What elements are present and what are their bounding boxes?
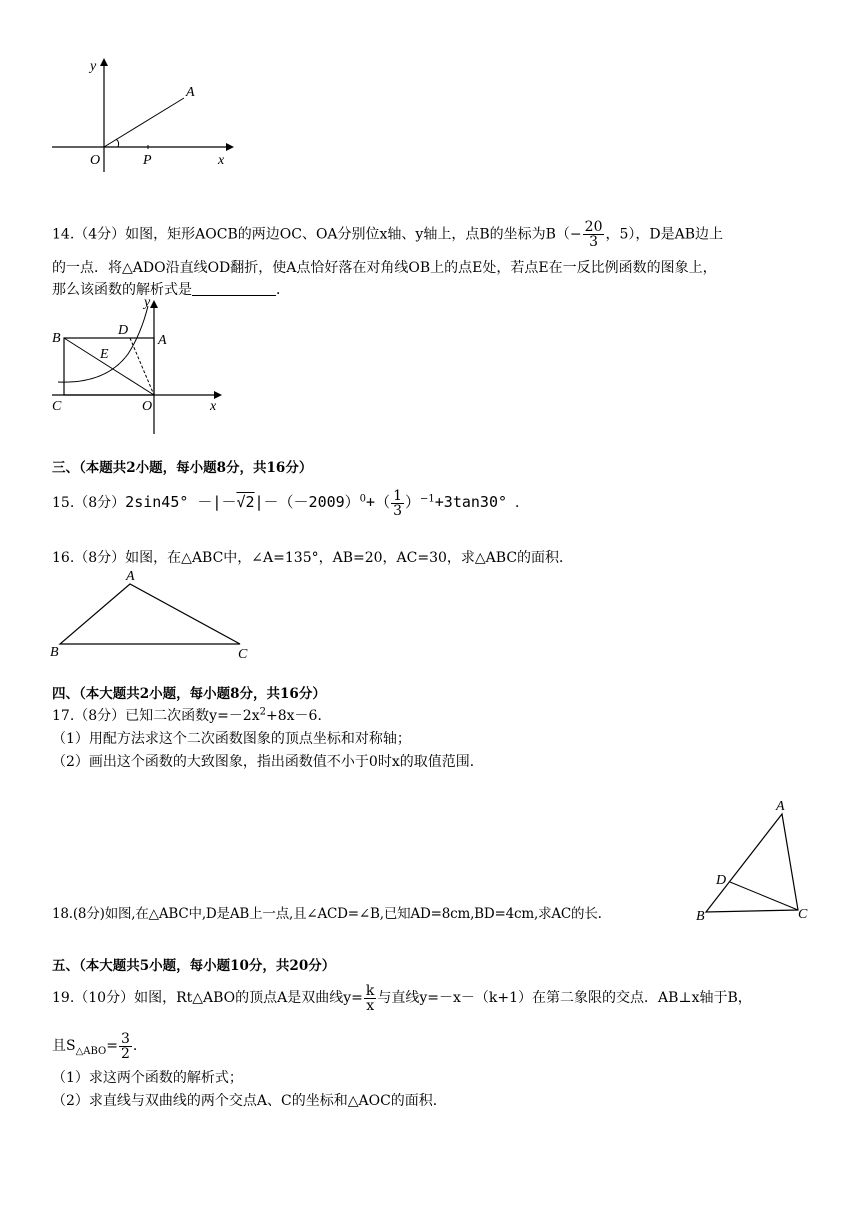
fraction-20-3 xyxy=(583,220,605,249)
fraction-denominator: 2 xyxy=(120,1045,130,1062)
label-y: y xyxy=(90,59,97,74)
label-b: B xyxy=(52,331,61,346)
y-axis-arrow-icon xyxy=(100,58,108,66)
label-x: x xyxy=(210,399,217,414)
label-d: D xyxy=(118,323,129,338)
fraction-numerator: 20 xyxy=(584,219,603,235)
exponent-zero: 0 xyxy=(359,493,367,505)
hyperbola-curve xyxy=(58,306,148,382)
label-o: O xyxy=(90,153,101,168)
section-3-heading: 三、（本题共2小题，每小题8分，共16分） xyxy=(52,460,313,476)
period: . xyxy=(132,1038,138,1054)
question-17-line-3: （2）画出这个函数的大致图象，指出函数值不小于0时x的取值范围． xyxy=(52,754,484,770)
figure-16 xyxy=(46,566,266,666)
label-c: C xyxy=(52,399,62,414)
question-14-text: 14.（4分）如图，矩形AOCB的两边OC、OA分别位x轴、y轴上，点B的坐标为B（ xyxy=(52,226,570,243)
fraction-denominator: x xyxy=(366,997,375,1014)
fraction-numerator: 3 xyxy=(120,1030,130,1047)
label-p: P xyxy=(143,153,152,168)
expression-part: 2sin45° －|－ xyxy=(125,493,237,511)
question-14-line-1 xyxy=(52,219,724,250)
period: ． xyxy=(515,495,530,511)
fraction-k-x xyxy=(364,984,376,1013)
fraction-numerator: k xyxy=(365,982,375,999)
expression-part: ） xyxy=(405,493,421,511)
expression-part: +3tan30° xyxy=(434,493,508,511)
question-14-text: 的一点．将△ADO沿直线OD翻折，使A点恰好落在对角线OB上的点E处，若点E在一反比例函数的图象上， xyxy=(52,260,717,276)
subscript-abo: △ABO xyxy=(75,1045,107,1057)
segment-cd xyxy=(730,882,798,910)
fraction-3-2 xyxy=(119,1032,132,1061)
question-14-line-2 xyxy=(52,258,717,278)
section-4-heading: 四、（本大题共2小题，每小题8分，共16分） xyxy=(52,686,326,702)
label-e: E xyxy=(100,347,109,362)
label-a: A xyxy=(186,85,195,100)
ray-oa xyxy=(104,98,184,147)
label-a: A xyxy=(126,569,135,584)
label-o: O xyxy=(142,399,153,414)
question-15 xyxy=(52,484,529,520)
question-19-line-2 xyxy=(52,1026,137,1066)
triangle-abc xyxy=(706,814,798,912)
question-14-text: ． xyxy=(276,282,290,298)
label-y: y xyxy=(144,295,151,310)
figure-13 xyxy=(40,52,240,182)
question-17-line-2: （1）用配方法求这个二次函数图象的顶点坐标和对称轴； xyxy=(52,731,411,747)
question-18: 18.(8分)如图,在△ABC中,D是AB上一点,且∠ACD=∠B,已知AD=8cm,BD=4cm,求AC的长. xyxy=(52,906,602,922)
label-a: A xyxy=(158,333,167,348)
x-axis-arrow-icon xyxy=(226,143,234,151)
question-19-text: 且S xyxy=(52,1038,76,1054)
equals-sign: = xyxy=(106,1038,118,1054)
exponent-two: 2 xyxy=(259,706,266,718)
label-c: C xyxy=(238,647,248,662)
question-14-text: 那么该函数的解析式是 xyxy=(52,282,192,298)
label-b: B xyxy=(696,909,705,924)
section-5-heading: 五、（本大题共5小题，每小题10分，共20分） xyxy=(52,958,336,974)
diagonal-ob xyxy=(64,338,154,395)
question-15-label: 15.（8分） xyxy=(52,495,126,511)
label-x: x xyxy=(218,153,225,168)
exponent-minus-one: −1 xyxy=(420,493,435,505)
y-axis-arrow-icon xyxy=(150,300,158,308)
question-19-text: 与直线y=－x－（k+1）在第二象限的交点．AB⊥x轴于B， xyxy=(377,990,752,1006)
label-b: B xyxy=(50,645,59,660)
label-d: D xyxy=(716,873,727,888)
fraction-denominator: 3 xyxy=(393,502,402,519)
question-17-line-1 xyxy=(52,706,331,726)
x-axis-arrow-icon xyxy=(214,391,222,399)
sqrt-2: √2 xyxy=(236,493,255,511)
triangle-abc xyxy=(60,584,240,644)
fraction-1-3 xyxy=(391,489,404,518)
fold-od xyxy=(130,338,154,395)
angle-arc xyxy=(116,139,119,147)
expression-part: |－（－2009） xyxy=(254,493,360,511)
question-16: 16.（8分）如图，在△ABC中，∠A=135°，AB=20，AC=30，求△ABC的面积． xyxy=(52,550,574,566)
fraction-denominator: 3 xyxy=(589,234,599,250)
figure-14 xyxy=(46,292,246,440)
fraction-numerator: 1 xyxy=(393,487,402,504)
question-19-line-4: （2）求直线与双曲线的两个交点A、C的坐标和△AOC的面积． xyxy=(52,1093,447,1109)
question-19-text: 19.（10分）如图，Rt△ABO的顶点A是双曲线y= xyxy=(52,990,363,1006)
question-17-text: +8x－6． xyxy=(266,708,332,724)
question-19-line-1 xyxy=(52,980,752,1016)
minus-sign: − xyxy=(569,226,582,243)
figure-18 xyxy=(692,796,822,926)
label-c: C xyxy=(798,907,808,922)
expression-part: +（ xyxy=(366,493,391,511)
question-19-line-3: （1）求这两个函数的解析式； xyxy=(52,1070,243,1086)
label-a: A xyxy=(776,799,785,814)
question-17-text: 17.（8分）已知二次函数y=－2x xyxy=(52,708,260,724)
question-14-text: ，5），D是AB边上 xyxy=(605,226,724,243)
